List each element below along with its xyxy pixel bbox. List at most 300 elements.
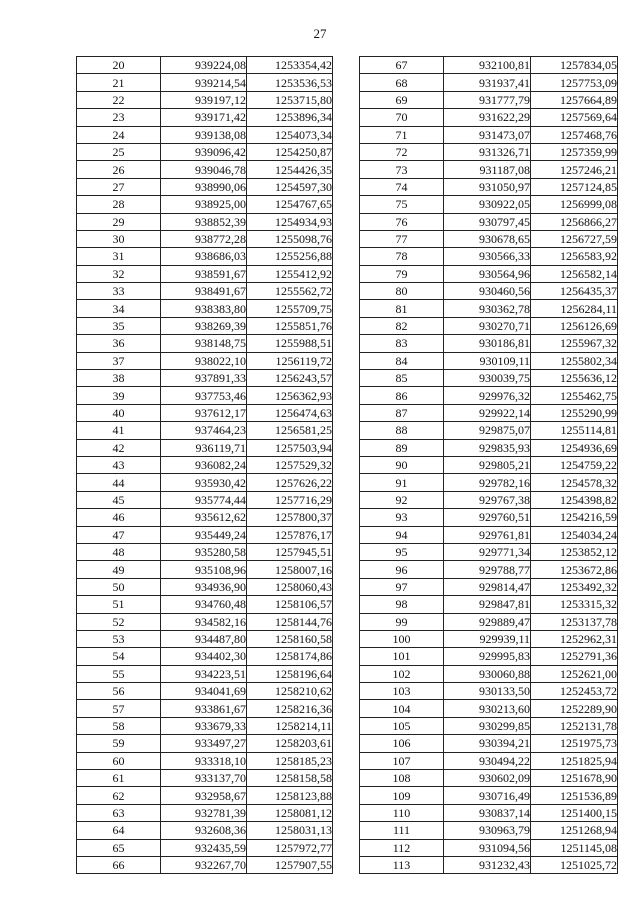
table-row [360,161,618,178]
x-coordinate-cell: 929760,51 [444,509,531,526]
point-number-cell: 113 [360,856,444,873]
x-coordinate-cell: 932608,36 [161,822,247,839]
y-coordinate-cell: 1256284,11 [531,300,618,317]
table-row [360,630,618,647]
point-number-cell: 55 [77,665,161,682]
table-row [360,283,618,300]
table-row [360,404,618,421]
table-row [360,91,618,108]
point-number-cell: 71 [360,126,444,143]
table-row [77,491,333,508]
x-coordinate-cell: 930299,85 [444,717,531,734]
x-coordinate-cell: 938591,67 [161,265,247,282]
point-number-cell: 64 [77,822,161,839]
x-coordinate-cell: 933318,10 [161,752,247,769]
table-row [360,752,618,769]
point-number-cell: 84 [360,352,444,369]
point-number-cell: 78 [360,248,444,265]
x-coordinate-cell: 929847,81 [444,596,531,613]
y-coordinate-cell: 1257124,85 [531,178,618,195]
y-coordinate-cell: 1252621,00 [531,665,618,682]
x-coordinate-cell: 938852,39 [161,213,247,230]
y-coordinate-cell: 1254578,32 [531,474,618,491]
y-coordinate-cell: 1253896,34 [247,109,333,126]
point-number-cell: 66 [77,856,161,873]
table-row [360,596,618,613]
x-coordinate-cell: 929889,47 [444,613,531,630]
point-number-cell: 96 [360,561,444,578]
x-coordinate-cell: 935612,62 [161,509,247,526]
point-number-cell: 101 [360,648,444,665]
point-number-cell: 79 [360,265,444,282]
point-number-cell: 103 [360,683,444,700]
x-coordinate-cell: 938022,10 [161,352,247,369]
y-coordinate-cell: 1252289,90 [531,700,618,717]
x-coordinate-cell: 931937,41 [444,74,531,91]
y-coordinate-cell: 1255562,72 [247,283,333,300]
y-coordinate-cell: 1254426,35 [247,161,333,178]
point-number-cell: 100 [360,630,444,647]
x-coordinate-cell: 938990,06 [161,178,247,195]
x-coordinate-cell: 937464,23 [161,422,247,439]
y-coordinate-cell: 1255709,75 [247,300,333,317]
x-coordinate-cell: 931232,43 [444,856,531,873]
y-coordinate-cell: 1254250,87 [247,143,333,160]
table-row [360,717,618,734]
x-coordinate-cell: 938383,80 [161,300,247,317]
y-coordinate-cell: 1251268,94 [531,822,618,839]
x-coordinate-cell: 934223,51 [161,665,247,682]
y-coordinate-cell: 1258160,58 [247,630,333,647]
y-coordinate-cell: 1254073,34 [247,126,333,143]
point-number-cell: 54 [77,648,161,665]
y-coordinate-cell: 1251536,89 [531,787,618,804]
table-row [77,700,333,717]
table-row [77,804,333,821]
table-row [77,178,333,195]
y-coordinate-cell: 1258203,61 [247,735,333,752]
point-number-cell: 95 [360,543,444,560]
table-row [77,839,333,856]
x-coordinate-cell: 929767,38 [444,491,531,508]
table-row [360,770,618,787]
y-coordinate-cell: 1253354,42 [247,57,333,74]
y-coordinate-cell: 1254936,69 [531,439,618,456]
x-coordinate-cell: 932100,81 [444,57,531,74]
point-number-cell: 111 [360,822,444,839]
x-coordinate-cell: 929761,81 [444,526,531,543]
x-coordinate-cell: 930716,49 [444,787,531,804]
y-coordinate-cell: 1255290,99 [531,404,618,421]
table-row [360,665,618,682]
y-coordinate-cell: 1258214,11 [247,717,333,734]
table-row [77,752,333,769]
x-coordinate-cell: 935280,58 [161,543,247,560]
x-coordinate-cell: 929922,14 [444,404,531,421]
x-coordinate-cell: 937612,17 [161,404,247,421]
point-number-cell: 102 [360,665,444,682]
y-coordinate-cell: 1254216,59 [531,509,618,526]
x-coordinate-cell: 930186,81 [444,335,531,352]
table-row [77,370,333,387]
table-row [77,335,333,352]
point-number-cell: 25 [77,143,161,160]
y-coordinate-cell: 1256243,57 [247,370,333,387]
table-row [77,230,333,247]
x-coordinate-cell: 938925,00 [161,196,247,213]
table-row [77,648,333,665]
table-row [360,561,618,578]
point-number-cell: 47 [77,526,161,543]
y-coordinate-cell: 1257753,09 [531,74,618,91]
x-coordinate-cell: 939096,42 [161,143,247,160]
x-coordinate-cell: 930133,50 [444,683,531,700]
x-coordinate-cell: 936119,71 [161,439,247,456]
x-coordinate-cell: 932435,59 [161,839,247,856]
table-row [77,543,333,560]
point-number-cell: 20 [77,57,161,74]
y-coordinate-cell: 1257907,55 [247,856,333,873]
x-coordinate-cell: 934936,90 [161,578,247,595]
y-coordinate-cell: 1255462,75 [531,387,618,404]
point-number-cell: 38 [77,370,161,387]
y-coordinate-cell: 1253492,32 [531,578,618,595]
y-coordinate-cell: 1256435,37 [531,283,618,300]
x-coordinate-cell: 934760,48 [161,596,247,613]
y-coordinate-cell: 1253672,86 [531,561,618,578]
point-number-cell: 89 [360,439,444,456]
x-coordinate-cell: 930922,05 [444,196,531,213]
table-row [360,57,618,74]
y-coordinate-cell: 1256474,63 [247,404,333,421]
point-number-cell: 57 [77,700,161,717]
x-coordinate-cell: 930602,09 [444,770,531,787]
coordinate-table-left [76,56,333,874]
y-coordinate-cell: 1258144,76 [247,613,333,630]
point-number-cell: 24 [77,126,161,143]
table-row [360,352,618,369]
table-row [360,804,618,821]
x-coordinate-cell: 932958,67 [161,787,247,804]
y-coordinate-cell: 1256126,69 [531,317,618,334]
table-row [77,596,333,613]
table-row [77,735,333,752]
y-coordinate-cell: 1254034,24 [531,526,618,543]
table-row [360,543,618,560]
x-coordinate-cell: 939224,08 [161,57,247,74]
x-coordinate-cell: 929805,21 [444,456,531,473]
point-number-cell: 61 [77,770,161,787]
table-row [360,213,618,230]
point-number-cell: 43 [77,456,161,473]
y-coordinate-cell: 1257246,21 [531,161,618,178]
y-coordinate-cell: 1257972,77 [247,839,333,856]
x-coordinate-cell: 930837,14 [444,804,531,821]
y-coordinate-cell: 1256362,93 [247,387,333,404]
y-coordinate-cell: 1252962,31 [531,630,618,647]
y-coordinate-cell: 1257800,37 [247,509,333,526]
table-row [360,491,618,508]
x-coordinate-cell: 929976,32 [444,387,531,404]
point-number-cell: 82 [360,317,444,334]
point-number-cell: 73 [360,161,444,178]
y-coordinate-cell: 1255098,76 [247,230,333,247]
point-number-cell: 41 [77,422,161,439]
point-number-cell: 33 [77,283,161,300]
x-coordinate-cell: 939138,08 [161,126,247,143]
point-number-cell: 104 [360,700,444,717]
table-row [77,856,333,873]
table-row [360,456,618,473]
table-row [77,770,333,787]
x-coordinate-cell: 930039,75 [444,370,531,387]
y-coordinate-cell: 1256727,59 [531,230,618,247]
y-coordinate-cell: 1258123,88 [247,787,333,804]
x-coordinate-cell: 930963,79 [444,822,531,839]
point-number-cell: 39 [77,387,161,404]
x-coordinate-cell: 937891,33 [161,370,247,387]
table-row [77,787,333,804]
point-number-cell: 50 [77,578,161,595]
y-coordinate-cell: 1255412,92 [247,265,333,282]
x-coordinate-cell: 930564,96 [444,265,531,282]
table-row [360,335,618,352]
y-coordinate-cell: 1257945,51 [247,543,333,560]
y-coordinate-cell: 1255851,76 [247,317,333,334]
table-row [77,143,333,160]
table-row [77,91,333,108]
table-row [77,630,333,647]
table-row [77,665,333,682]
point-number-cell: 63 [77,804,161,821]
y-coordinate-cell: 1256119,72 [247,352,333,369]
table-row [77,300,333,317]
y-coordinate-cell: 1253536,53 [247,74,333,91]
x-coordinate-cell: 938772,28 [161,230,247,247]
y-coordinate-cell: 1252131,78 [531,717,618,734]
y-coordinate-cell: 1256581,25 [247,422,333,439]
x-coordinate-cell: 931473,07 [444,126,531,143]
y-coordinate-cell: 1258007,16 [247,561,333,578]
point-number-cell: 93 [360,509,444,526]
x-coordinate-cell: 929835,93 [444,439,531,456]
table-row [77,404,333,421]
x-coordinate-cell: 934582,16 [161,613,247,630]
point-number-cell: 106 [360,735,444,752]
x-coordinate-cell: 929995,83 [444,648,531,665]
y-coordinate-cell: 1256582,14 [531,265,618,282]
point-number-cell: 85 [360,370,444,387]
table-row [360,109,618,126]
point-number-cell: 29 [77,213,161,230]
table-row [77,283,333,300]
point-number-cell: 30 [77,230,161,247]
table-row [360,300,618,317]
table-row [77,822,333,839]
table-row [77,456,333,473]
coordinate-table-right [359,56,618,874]
x-coordinate-cell: 930566,33 [444,248,531,265]
y-coordinate-cell: 1257359,99 [531,143,618,160]
y-coordinate-cell: 1257834,05 [531,57,618,74]
point-number-cell: 28 [77,196,161,213]
x-coordinate-cell: 929814,47 [444,578,531,595]
y-coordinate-cell: 1253852,12 [531,543,618,560]
point-number-cell: 45 [77,491,161,508]
point-number-cell: 32 [77,265,161,282]
table-row [360,648,618,665]
y-coordinate-cell: 1258174,86 [247,648,333,665]
table-row [360,474,618,491]
x-coordinate-cell: 934487,80 [161,630,247,647]
table-row [77,126,333,143]
table-row [360,509,618,526]
y-coordinate-cell: 1255114,81 [531,422,618,439]
y-coordinate-cell: 1258216,36 [247,700,333,717]
table-row [360,196,618,213]
y-coordinate-cell: 1253715,80 [247,91,333,108]
x-coordinate-cell: 935774,44 [161,491,247,508]
point-number-cell: 36 [77,335,161,352]
y-coordinate-cell: 1258031,13 [247,822,333,839]
table-row [77,613,333,630]
point-number-cell: 46 [77,509,161,526]
table-row [77,422,333,439]
table-row [360,126,618,143]
y-coordinate-cell: 1255988,51 [247,335,333,352]
x-coordinate-cell: 930460,56 [444,283,531,300]
x-coordinate-cell: 935449,24 [161,526,247,543]
point-number-cell: 60 [77,752,161,769]
table-row [77,109,333,126]
x-coordinate-cell: 932781,39 [161,804,247,821]
point-number-cell: 48 [77,543,161,560]
y-coordinate-cell: 1255802,34 [531,352,618,369]
point-number-cell: 51 [77,596,161,613]
table-row [77,265,333,282]
y-coordinate-cell: 1257468,76 [531,126,618,143]
x-coordinate-cell: 931622,29 [444,109,531,126]
point-number-cell: 81 [360,300,444,317]
table-row [360,143,618,160]
point-number-cell: 40 [77,404,161,421]
x-coordinate-cell: 930109,11 [444,352,531,369]
table-row [77,387,333,404]
table-row [77,578,333,595]
table-row [77,509,333,526]
point-number-cell: 105 [360,717,444,734]
point-number-cell: 97 [360,578,444,595]
y-coordinate-cell: 1258081,12 [247,804,333,821]
y-coordinate-cell: 1255636,12 [531,370,618,387]
y-coordinate-cell: 1251825,94 [531,752,618,769]
y-coordinate-cell: 1257529,32 [247,456,333,473]
table-row [360,422,618,439]
y-coordinate-cell: 1254767,65 [247,196,333,213]
y-coordinate-cell: 1255256,88 [247,248,333,265]
table-row [360,74,618,91]
y-coordinate-cell: 1256999,08 [531,196,618,213]
x-coordinate-cell: 930494,22 [444,752,531,769]
table-row [360,439,618,456]
point-number-cell: 88 [360,422,444,439]
y-coordinate-cell: 1258158,58 [247,770,333,787]
x-coordinate-cell: 939197,12 [161,91,247,108]
table-row [77,526,333,543]
table-row [360,839,618,856]
point-number-cell: 90 [360,456,444,473]
point-number-cell: 75 [360,196,444,213]
table-row [77,248,333,265]
y-coordinate-cell: 1253137,78 [531,613,618,630]
table-row [77,717,333,734]
table-row [77,317,333,334]
y-coordinate-cell: 1255967,32 [531,335,618,352]
y-coordinate-cell: 1252453,72 [531,683,618,700]
y-coordinate-cell: 1258106,57 [247,596,333,613]
table-row [360,700,618,717]
y-coordinate-cell: 1252791,36 [531,648,618,665]
table-row [360,265,618,282]
x-coordinate-cell: 933137,70 [161,770,247,787]
x-coordinate-cell: 929782,16 [444,474,531,491]
y-coordinate-cell: 1257503,94 [247,439,333,456]
x-coordinate-cell: 931050,97 [444,178,531,195]
y-coordinate-cell: 1257876,17 [247,526,333,543]
table-row [360,787,618,804]
point-number-cell: 107 [360,752,444,769]
table-row [360,856,618,873]
y-coordinate-cell: 1253315,32 [531,596,618,613]
point-number-cell: 83 [360,335,444,352]
table-row [360,526,618,543]
x-coordinate-cell: 937753,46 [161,387,247,404]
x-coordinate-cell: 931326,71 [444,143,531,160]
y-coordinate-cell: 1254597,30 [247,178,333,195]
x-coordinate-cell: 938686,03 [161,248,247,265]
x-coordinate-cell: 930362,78 [444,300,531,317]
x-coordinate-cell: 939214,54 [161,74,247,91]
y-coordinate-cell: 1254934,93 [247,213,333,230]
point-number-cell: 65 [77,839,161,856]
x-coordinate-cell: 929771,34 [444,543,531,560]
point-number-cell: 42 [77,439,161,456]
point-number-cell: 21 [77,74,161,91]
point-number-cell: 37 [77,352,161,369]
x-coordinate-cell: 933497,27 [161,735,247,752]
table-row [360,578,618,595]
x-coordinate-cell: 930394,21 [444,735,531,752]
point-number-cell: 53 [77,630,161,647]
table-row [77,196,333,213]
point-number-cell: 62 [77,787,161,804]
table-row [77,683,333,700]
x-coordinate-cell: 929939,11 [444,630,531,647]
point-number-cell: 49 [77,561,161,578]
x-coordinate-cell: 936082,24 [161,456,247,473]
table-row [360,317,618,334]
point-number-cell: 76 [360,213,444,230]
y-coordinate-cell: 1258210,62 [247,683,333,700]
table-row [360,248,618,265]
table-row [360,387,618,404]
x-coordinate-cell: 930060,88 [444,665,531,682]
table-row [360,822,618,839]
table-row [360,370,618,387]
point-number-cell: 70 [360,109,444,126]
table-row [77,57,333,74]
x-coordinate-cell: 934402,30 [161,648,247,665]
